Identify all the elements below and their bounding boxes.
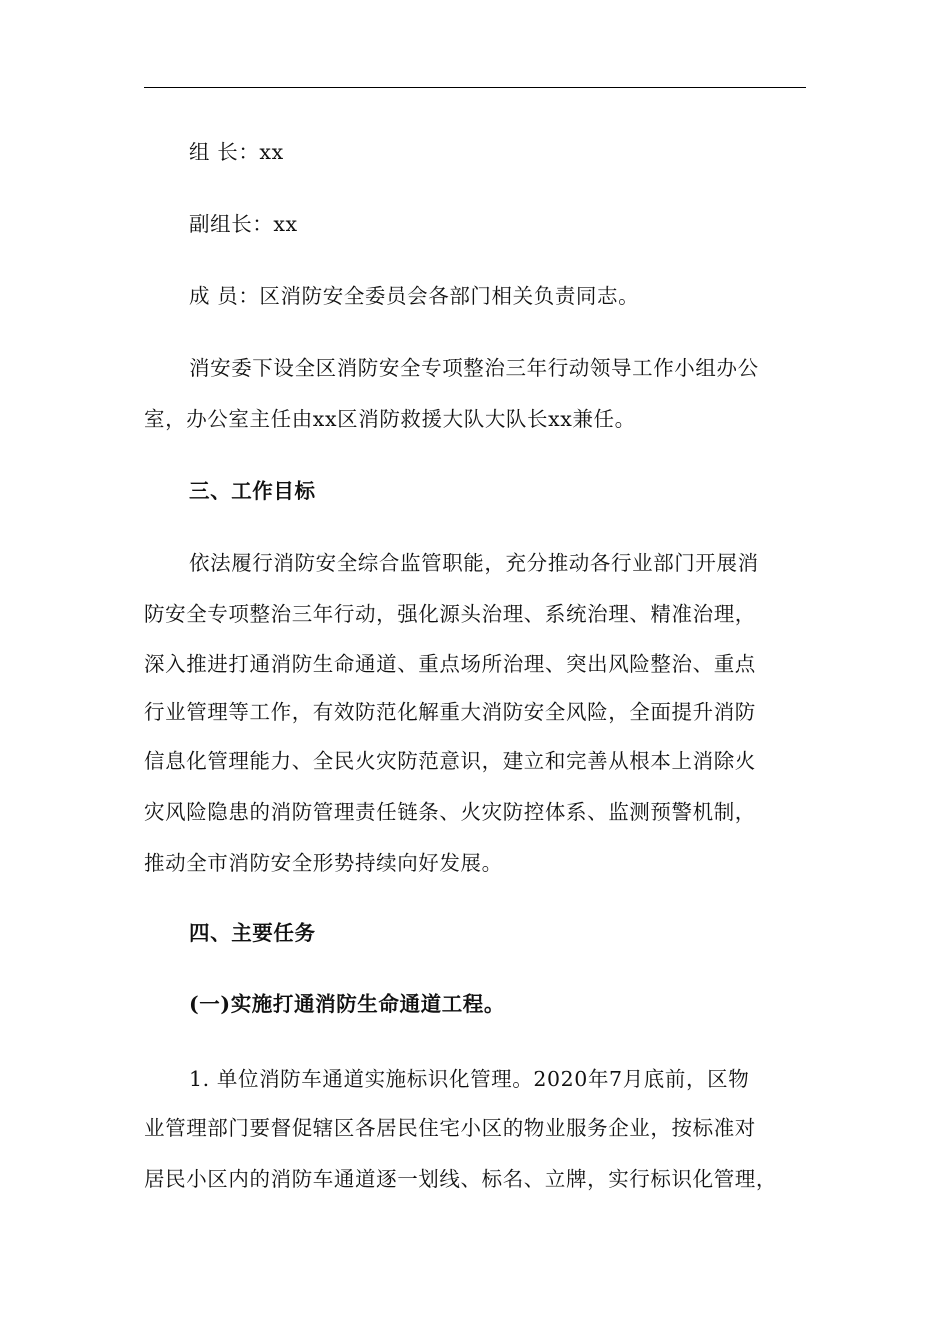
leader-line: 组 长：xx [189,140,284,164]
paragraph-goals-line-1: 依法履行消防安全综合监管职能，充分推动各行业部门开展消 [189,551,759,575]
paragraph-task1-line-2: 业管理部门要督促辖区各居民住宅小区的物业服务企业，按标准对 [144,1116,756,1140]
deputy-leader-line: 副组长：xx [189,212,298,236]
paragraph-goals-line-5: 信息化管理能力、全民火灾防范意识，建立和完善从根本上消除火 [144,749,756,773]
paragraph-goals-line-3: 深入推进打通消防生命通道、重点场所治理、突出风险整治、重点 [144,652,756,676]
paragraph-goals-line-7: 推动全市消防安全形势持续向好发展。 [144,851,503,875]
subsection-heading-lifeline: (一)实施打通消防生命通道工程。 [189,992,505,1016]
paragraph-goals-line-4: 行业管理等工作，有效防范化解重大消防安全风险，全面提升消防 [144,700,756,724]
paragraph-goals-line-6: 灾风险隐患的消防管理责任链条、火灾防控体系、监测预警机制， [144,800,756,824]
section-heading-tasks: 四、主要任务 [189,921,316,945]
members-line: 成 员：区消防安全委员会各部门相关负责同志。 [189,284,640,308]
paragraph-goals-line-2: 防安全专项整治三年行动，强化源头治理、系统治理、精准治理， [144,602,756,626]
paragraph-task1-line-1: 1. 单位消防车通道实施标识化管理。2020年7月底前，区物 [189,1067,750,1091]
paragraph-task1-line-3: 居民小区内的消防车通道逐一划线、标名、立牌，实行标识化管理， [144,1167,777,1191]
section-heading-goals: 三、工作目标 [189,479,316,503]
paragraph-office-line-2: 室，办公室主任由xx区消防救援大队大队长xx兼任。 [144,407,636,431]
header-rule [144,87,806,88]
paragraph-office-line-1: 消安委下设全区消防安全专项整治三年行动领导工作小组办公 [189,356,759,380]
